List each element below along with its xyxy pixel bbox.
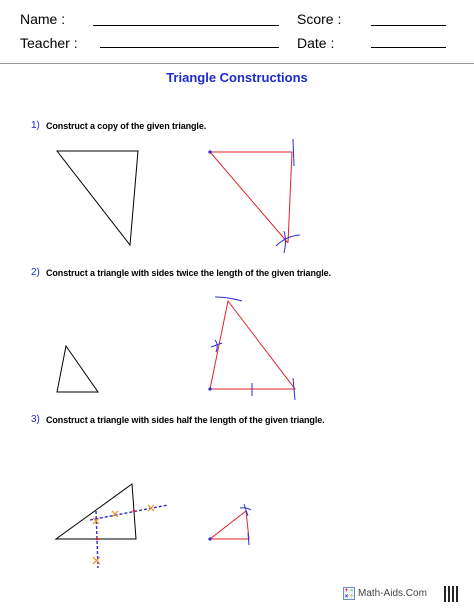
q3-bisector-constructions	[90, 505, 168, 568]
logo-text: Math-Aids.Com	[358, 588, 427, 599]
score-label: Score :	[297, 11, 342, 27]
question-1-number: 1)	[31, 120, 40, 131]
teacher-label: Teacher :	[20, 35, 78, 51]
worksheet-title: Triangle Constructions	[166, 70, 308, 85]
date-label: Date :	[297, 35, 335, 51]
question-2-number: 2)	[31, 267, 40, 278]
math-aids-logo[interactable]	[343, 587, 427, 600]
q3-constructed-triangle	[208, 511, 249, 541]
question-3-number: 3)	[31, 414, 40, 425]
question-1-text: Construct a copy of the given triangle.	[46, 121, 207, 131]
name-label: Name :	[20, 11, 66, 27]
q2-constructed-triangle	[208, 301, 295, 391]
question-3-text: Construct a triangle with sides half the length of the given triangle.	[46, 415, 325, 425]
qr-code-icon	[444, 586, 460, 602]
question-2-text: Construct a triangle with sides twice the length of the given triangle.	[46, 268, 331, 278]
q2-compass-arcs	[211, 297, 295, 400]
q1-given-triangle	[57, 151, 138, 245]
q2-given-triangle	[57, 346, 98, 392]
q1-constructed-triangle	[208, 150, 292, 243]
calculator-icon: + − × ÷	[344, 588, 354, 600]
